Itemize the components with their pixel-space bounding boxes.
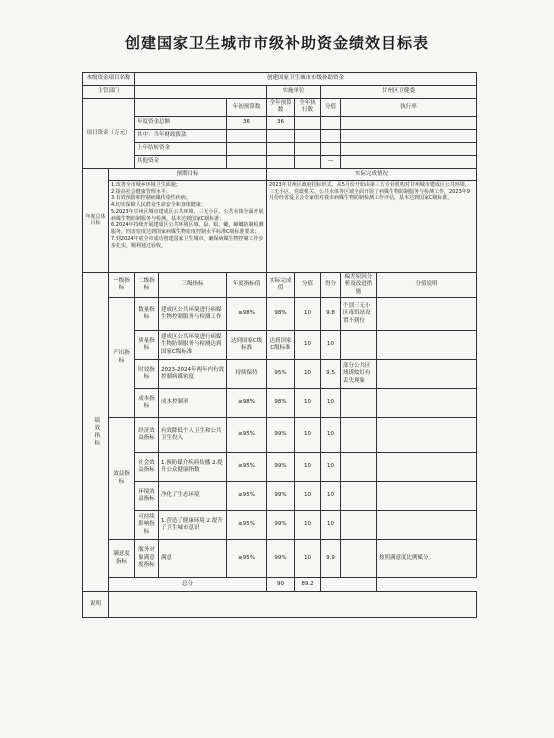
level3-cell: 1.预防媒介疾病传播 2.提升公众健康指数 xyxy=(159,453,227,482)
funds-header: 执行率 xyxy=(341,99,477,117)
perf-header: 三级指标 xyxy=(159,272,227,297)
level2-cell: 成本指标 xyxy=(135,389,159,418)
funds-header: 分值 xyxy=(321,99,341,117)
total-label: 总分 xyxy=(109,578,267,592)
score-total-cell: 10 xyxy=(295,453,321,482)
funds-row-label: 其他资金 xyxy=(135,155,227,168)
expected-goals-text: 1.改善全市城乡环境卫生面貌； 2.提高社会健康管理水平； 3.有效预防和控制病媒传染性疾病； 4.切实保障人民群众生命安全和身体健康； 5.2023年甘州区城市建成区公共环境、三无小区、公共水体全面开展病媒生物防制服务与检测，基本达到国家C级标准； 6.2024年持续开展建成区公共环境区域、鼠、蚊、蝇、蟑螂防制检测服务，四害密度达到国家病媒生物密度控制水平标准C级标准要求； 7.到2024年底全市成功创建国家卫生城市，确保病媒生物控制工作步步扎实，顺利通过验收。 xyxy=(109,180,267,272)
note-cell: 按照满意度比例赋分。 xyxy=(377,540,477,578)
impl-value: 甘州区卫健委 xyxy=(321,86,477,99)
score-total-cell: 10 xyxy=(295,298,321,331)
actual-cell: 99% xyxy=(267,540,295,578)
note-cell xyxy=(377,453,477,482)
note-cell xyxy=(377,360,477,389)
perf-header: 二级指标 xyxy=(135,272,159,297)
funds-row xyxy=(83,155,477,168)
goals-header-row xyxy=(83,168,477,180)
perf-label: 绩效指标 xyxy=(83,272,109,591)
level3-cell: 有效降低个人卫生和公共卫生投入 xyxy=(159,418,227,453)
level3-cell: 满意 xyxy=(159,540,227,578)
note-cell xyxy=(377,511,477,540)
perf-row xyxy=(83,511,477,540)
deviation-cell: 部分公共区域诱蚊灯有丢失现象 xyxy=(341,360,377,389)
deviation-cell xyxy=(341,511,377,540)
actual-header: 实际完成情况 xyxy=(267,168,477,180)
level1-cell: 满意度指标 xyxy=(109,540,135,578)
score-total-cell: 10 xyxy=(295,331,321,360)
table-body xyxy=(83,73,477,618)
remark-row xyxy=(83,592,477,618)
perf-row xyxy=(83,418,477,453)
score-cell: 10 xyxy=(321,331,341,360)
target-cell: ≥98% xyxy=(227,389,267,418)
score-total-cell: 10 xyxy=(295,540,321,578)
perf-header: 一级指标 xyxy=(109,272,135,297)
deviation-cell xyxy=(341,482,377,511)
perf-row xyxy=(83,298,477,331)
level2-cell: 经济效益指标 xyxy=(135,418,159,453)
funds-value xyxy=(227,129,267,142)
impl-label: 实施单位 xyxy=(267,86,321,99)
funds-value xyxy=(295,116,321,129)
actual-cell: 98% xyxy=(267,389,295,418)
level2-cell: 数量指标 xyxy=(135,298,159,331)
actual-cell: 99% xyxy=(267,453,295,482)
funds-value: 36 xyxy=(267,116,295,129)
score-cell: 10 xyxy=(321,453,341,482)
funds-header: 全年预算数 xyxy=(267,99,295,117)
perf-header: 年度指标值 xyxy=(227,272,267,297)
score-cell: 9.5 xyxy=(321,360,341,389)
score-total-cell: 10 xyxy=(295,360,321,389)
funds-value xyxy=(341,142,477,155)
deviation-cell xyxy=(341,453,377,482)
deviation-cell xyxy=(341,331,377,360)
perf-header: 得分 xyxy=(321,272,341,297)
note-cell xyxy=(377,298,477,331)
target-cell: 持续保持 xyxy=(227,360,267,389)
actual-cell: 99% xyxy=(267,418,295,453)
perf-row xyxy=(83,331,477,360)
funds-value xyxy=(341,155,477,168)
funds-value xyxy=(321,142,341,155)
level3-cell: 建成区公共环境进行病媒生物防制服务与检测达到国家C级标准 xyxy=(159,331,227,360)
funds-value xyxy=(321,129,341,142)
project-name-value: 创建国家卫生城市市级补助资金 xyxy=(135,73,477,86)
perf-header: 偏差原因分析及改进措施 xyxy=(341,272,377,297)
level3-cell: 净化了生态环境 xyxy=(159,482,227,511)
score-cell: 9.8 xyxy=(321,298,341,331)
funds-label: 项目资金（万元） xyxy=(83,99,135,169)
note-cell xyxy=(377,482,477,511)
goals-label: 年度总体目标 xyxy=(83,168,109,272)
score-cell: 10 xyxy=(321,389,341,418)
level2-cell: 质量指标 xyxy=(135,331,159,360)
level3-cell: 成本控制率 xyxy=(159,389,227,418)
score-total-cell: 10 xyxy=(295,482,321,511)
funds-value xyxy=(341,129,477,142)
funds-value xyxy=(321,116,341,129)
funds-value xyxy=(267,129,295,142)
target-cell: ≥95% xyxy=(227,453,267,482)
score-cell: 10 xyxy=(321,482,341,511)
target-cell: ≥95% xyxy=(227,511,267,540)
score-cell: 10 xyxy=(321,511,341,540)
goals-text-row xyxy=(83,180,477,272)
dept-value xyxy=(135,86,267,99)
level3-cell: 建成区公共环境进行病媒生物控制服务与检测工作 xyxy=(159,298,227,331)
score-total-cell: 10 xyxy=(295,418,321,453)
score-cell: 9.9 xyxy=(321,540,341,578)
funds-row xyxy=(83,142,477,155)
funds-value xyxy=(227,142,267,155)
funds-value xyxy=(267,155,295,168)
remark-value xyxy=(109,592,477,618)
perf-row xyxy=(83,482,477,511)
performance-table xyxy=(82,72,477,618)
perf-header-row xyxy=(83,272,477,297)
score-total-cell: 10 xyxy=(295,389,321,418)
funds-value xyxy=(341,116,477,129)
funds-row-label: 年度资金总额 xyxy=(135,116,227,129)
level2-cell: 时效指标 xyxy=(135,360,159,389)
perf-row xyxy=(83,540,477,578)
perf-header: 实际完成值 xyxy=(267,272,295,297)
funds-header-row xyxy=(83,99,477,117)
funds-header: 年初预算数 xyxy=(227,99,267,117)
actual-cell: 99% xyxy=(267,511,295,540)
perf-header: 分值 xyxy=(295,272,321,297)
dept-label: 主管部门 xyxy=(83,86,135,99)
perf-header: 分值说明 xyxy=(377,272,477,297)
info-row xyxy=(83,73,477,86)
remark-label: 说明 xyxy=(83,592,109,618)
funds-row-label: 上年结转资金 xyxy=(135,142,227,155)
project-name-label: 本级资金项目名称 xyxy=(83,73,135,86)
note-cell xyxy=(377,389,477,418)
note-cell xyxy=(377,331,477,360)
note-cell xyxy=(377,418,477,453)
funds-value xyxy=(295,129,321,142)
actual-cell: 95% xyxy=(267,360,295,389)
deviation-cell: 个别三无小区毒饵站设置不到位 xyxy=(341,298,377,331)
deviation-cell xyxy=(341,540,377,578)
deviation-cell xyxy=(341,389,377,418)
level1-cell: 效益指标 xyxy=(109,418,135,540)
total-score-total: 90 xyxy=(267,578,295,592)
funds-row xyxy=(83,129,477,142)
perf-row xyxy=(83,389,477,418)
level2-cell: 服务对象满意度指标 xyxy=(135,540,159,578)
actual-cell: 98% xyxy=(267,298,295,331)
level2-cell: 可持续影响指标 xyxy=(135,511,159,540)
level2-cell: 社会效益指标 xyxy=(135,453,159,482)
info-row xyxy=(83,86,477,99)
page-title: 创建国家卫生城市市级补助资金绩效目标表 xyxy=(124,34,429,52)
level1-cell: 产出指标 xyxy=(109,298,135,418)
target-cell: ≥95% xyxy=(227,540,267,578)
funds-value: 36 xyxy=(227,116,267,129)
actual-cell: 达到国家C级标准 xyxy=(267,331,295,360)
deviation-cell xyxy=(341,418,377,453)
funds-value: — xyxy=(321,155,341,168)
funds-row xyxy=(83,116,477,129)
funds-row-label: 其中：当年财政拨款 xyxy=(135,129,227,142)
target-cell: 达到国家C级标准 xyxy=(227,331,267,360)
target-cell: ≥95% xyxy=(227,418,267,453)
funds-value xyxy=(295,142,321,155)
level3-cell: 2023-2024年两年内有效控制病媒密度 xyxy=(159,360,227,389)
funds-value xyxy=(227,155,267,168)
target-cell: ≥98% xyxy=(227,298,267,331)
funds-header: 全年执行数 xyxy=(295,99,321,117)
score-total-cell: 10 xyxy=(295,511,321,540)
total-blank-cell xyxy=(321,578,377,592)
total-row xyxy=(83,578,477,592)
perf-row xyxy=(83,360,477,389)
target-cell: ≥95% xyxy=(227,482,267,511)
funds-value xyxy=(267,142,295,155)
actual-cell: 99% xyxy=(267,482,295,511)
score-cell: 10 xyxy=(321,418,341,453)
level3-cell: 1.营造了健康环境 2.提升了卫生城市意识 xyxy=(159,511,227,540)
funds-value xyxy=(295,155,321,168)
actual-goals-text: 2023年甘州区政府招标形式，从5月份开始由第三方专业机构对甘州城市建成区公共环境、三无小区、党政机关、公共水体等区域全面开展了病媒生物防制服务与检测工作，2023年9月份经省爱卫会专家组对我市病媒生物防制检测工作评估，基本达到国家C级标准。 xyxy=(267,180,477,272)
expected-header: 预期目标 xyxy=(109,168,267,180)
perf-row xyxy=(83,453,477,482)
total-score: 89.2 xyxy=(295,578,321,592)
funds-blank-cell xyxy=(135,99,227,117)
level2-cell: 环境效益指标 xyxy=(135,482,159,511)
